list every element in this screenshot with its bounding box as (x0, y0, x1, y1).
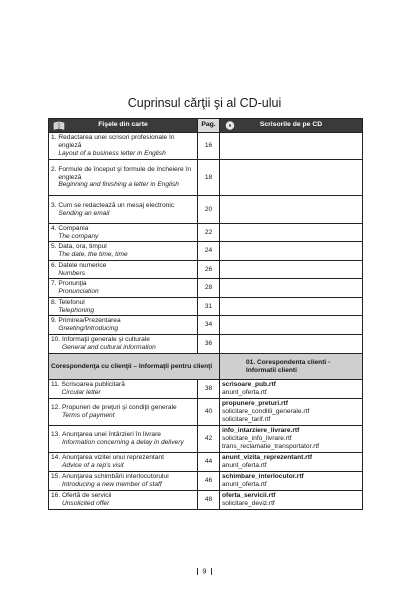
cd-files-cell (220, 335, 363, 354)
entry-cell (49, 224, 198, 242)
entry-title-en: Information concerning a delay in delivery (62, 439, 184, 446)
page-number-cell: 42 (198, 426, 220, 453)
entry-cell (49, 279, 198, 298)
cd-files-cell (220, 472, 363, 491)
entry-number: 15. (51, 473, 62, 481)
entry-title-en: General and cultural information (62, 344, 156, 351)
cd-files-cell (220, 316, 363, 335)
header-label-book: Fişele din carte (98, 121, 148, 129)
cd-file: anunt_oferta.rtf (222, 389, 267, 396)
entry-number: 3. (51, 201, 59, 209)
cd-file-main: schimbare_interlocutor.rtf (222, 473, 304, 481)
page-number-cell: 44 (198, 453, 220, 472)
header-label-cd: Scrisorile de pe CD (259, 121, 323, 129)
page-number-cell: 24 (198, 242, 220, 261)
entry-cell (49, 453, 198, 472)
cd-files-cell (220, 160, 363, 196)
page-number-cell: 36 (198, 335, 220, 354)
table-row (49, 224, 363, 242)
entry-title-ro: Data, ora, timpul (58, 243, 107, 251)
entry-cell (49, 196, 198, 224)
footer-divider-right (211, 568, 212, 575)
entry-cell (49, 242, 198, 261)
cd-files-cell (220, 279, 363, 298)
page-number: 9 (202, 568, 207, 576)
entry-number: 16. (51, 492, 62, 500)
cd-files-cell (220, 133, 363, 160)
cd-files-cell (220, 242, 363, 261)
cd-file: anunt_oferta.rtf (222, 462, 267, 469)
entry-title-ro: Scrisoarea publicitară (61, 381, 125, 389)
entry-title-en: Greeting/Introducing (58, 325, 119, 332)
entry-cell (49, 472, 198, 491)
entry-title-en: Layout of a business letter in English (58, 149, 166, 157)
page-number-cell: 18 (198, 160, 220, 196)
table-row (49, 298, 363, 316)
page-number-cell: 26 (198, 261, 220, 279)
entry-cell (49, 491, 198, 510)
cd-file: anunt_oferta.rtf (222, 481, 267, 488)
entry-number: 6. (51, 261, 59, 269)
entry-title-en: The date, the time, time (58, 251, 128, 258)
cd-files-cell (220, 298, 363, 316)
table-row (49, 335, 363, 354)
entry-title-en: Advice of a rep's visit (62, 462, 124, 469)
cd-files-cell (220, 196, 363, 224)
cd-files-cell (220, 261, 363, 279)
entry-title-ro: Datele numerice (58, 261, 107, 269)
entry-number: 2. (51, 165, 59, 173)
section-title-cd: 01. Corespondenta clienti - Informatii clienti (220, 354, 363, 380)
entry-title-en: Pronunciation (58, 288, 99, 295)
section-row (49, 354, 363, 380)
entry-number: 4. (51, 224, 59, 232)
entry-cell (49, 335, 198, 354)
entry-title-ro: Primirea/Prezentarea (58, 317, 121, 325)
section-title-book: Corespondenţa cu clienţii – Informaţii pentru clienţi (49, 354, 220, 380)
entry-title-ro: Anunţarea vizitei unui reprezentant (62, 454, 164, 462)
page-number-cell: 31 (198, 298, 220, 316)
entry-cell (49, 316, 198, 335)
entry-number: 1. (51, 134, 59, 142)
page-number-cell: 16 (198, 133, 220, 160)
entry-number: 8. (51, 298, 59, 306)
entry-cell (49, 133, 198, 160)
table-row (49, 316, 363, 335)
entry-title-en: Numbers (58, 269, 86, 277)
entry-number: 14. (51, 454, 62, 462)
page-title: Cuprinsul cărţii şi al CD-ului (127, 96, 282, 110)
entry-title-ro: Ofertă de servicii (62, 492, 112, 500)
page-footer (0, 568, 409, 575)
cd-files-cell (220, 426, 363, 453)
entry-title-en: Telephoning (58, 306, 95, 314)
entry-title-ro: Propuneri de preţuri şi condiţii generale (62, 404, 177, 412)
entry-number: 7. (51, 280, 59, 288)
cd-file: solicitare_info_livrare.rtf (222, 435, 292, 443)
cd-file-main: oferta_servicii.rtf (222, 492, 276, 500)
page-number-cell: 28 (198, 279, 220, 298)
table-row (49, 196, 363, 224)
cd-file: trans_reclamatie_transportator.rtf (222, 442, 320, 450)
cd-file-main: propunere_preturi.rtf (222, 400, 288, 408)
entry-title-ro: Compania (58, 224, 89, 232)
entry-cell (49, 261, 198, 279)
cd-file: solicitare_conditii_generale.rtf (222, 408, 310, 416)
footer-divider-left (197, 568, 198, 575)
entry-number: 11. (51, 381, 62, 389)
entry-title-ro: Cum se redactează un mesaj electronic (58, 201, 175, 209)
header-page: Pag. (198, 119, 220, 133)
book-icon (53, 121, 65, 130)
entry-title-ro: Anunţarea schimbării interlocutorului (62, 473, 169, 481)
entry-number: 5. (51, 243, 59, 251)
page-number-cell: 48 (198, 491, 220, 510)
entry-title-en: Sending an email (58, 209, 110, 217)
entry-number: 13. (51, 431, 62, 439)
entry-cell (49, 399, 198, 426)
cd-file-main: scrisoare_pub.rtf (222, 381, 276, 389)
header-cd-letters (220, 119, 363, 133)
table-row (49, 261, 363, 279)
entry-title-en: Circular letter (61, 389, 101, 396)
cd-files-cell (220, 380, 363, 399)
entry-title-ro: Redactarea unei scrisori profesionale în engleză (58, 134, 175, 150)
page-number-cell: 46 (198, 472, 220, 491)
cd-files-cell (220, 491, 363, 510)
entry-title-en: Beginning and finishing a letter in English (58, 181, 179, 189)
table-row (49, 491, 363, 510)
header-book-sheets (49, 119, 198, 133)
page-number-cell: 34 (198, 316, 220, 335)
page-number-cell: 40 (198, 399, 220, 426)
entry-title-en: Introducing a new member of staff (62, 481, 162, 488)
cd-icon (224, 121, 236, 130)
entry-number: 9. (51, 317, 59, 325)
entry-cell (49, 160, 198, 196)
table-row (49, 453, 363, 472)
page-number-cell: 22 (198, 224, 220, 242)
page-number-cell: 20 (198, 196, 220, 224)
table-row (49, 133, 363, 160)
entry-title-ro: Informaţii generale şi culturale (62, 336, 150, 344)
cd-files-cell (220, 453, 363, 472)
table-row (49, 279, 363, 298)
table-row (49, 160, 363, 196)
entry-number: 12. (51, 404, 62, 412)
entry-cell (49, 298, 198, 316)
table-row (49, 399, 363, 426)
entry-title-ro: Pronunţia (58, 280, 87, 288)
entry-cell (49, 426, 198, 453)
cd-file-main: info_intarziere_livrare.rtf (222, 427, 300, 435)
cd-file: solicitare_tarif.rtf (222, 415, 271, 423)
table-row (49, 472, 363, 491)
table-row (49, 380, 363, 399)
cd-files-cell (220, 399, 363, 426)
entry-number: 10. (51, 336, 62, 344)
entry-title-ro: Anunţarea unei întârzieri în livrare (62, 431, 161, 439)
table-row (49, 242, 363, 261)
entry-title-en: The company (58, 232, 99, 240)
entry-cell (49, 380, 198, 399)
page-number-cell: 38 (198, 380, 220, 399)
cd-files-cell (220, 224, 363, 242)
entry-title-ro: Telefonul (58, 298, 85, 306)
entry-title-en: Terms of payment (62, 412, 115, 419)
cd-file-main: anunt_vizita_reprezentant.rtf (222, 454, 313, 462)
entry-title-ro: Formule de început şi formule de încheiere în engleză (58, 165, 192, 181)
table-row (49, 426, 363, 453)
cd-file: solicitare_deviz.rtf (222, 500, 275, 507)
contents-table (48, 118, 363, 510)
entry-title-en: Unsolicited offer (62, 500, 110, 507)
